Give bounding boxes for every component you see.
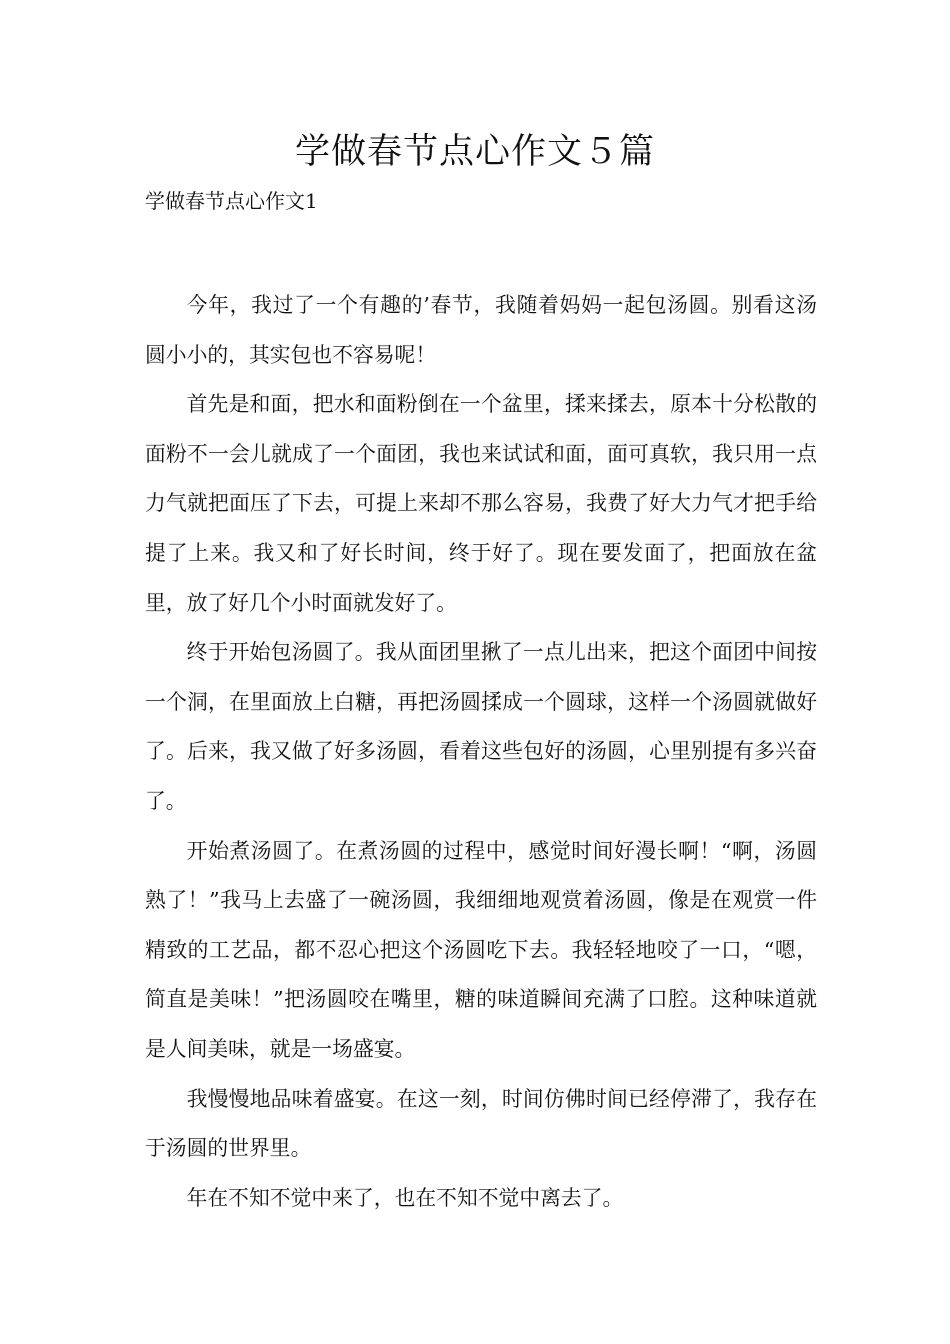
paragraph: 我慢慢地品味着盛宴。在这一刻，时间仿佛时间已经停滞了，我存在于汤圆的世界里。 [145, 1086, 817, 1161]
paragraph: 开始煮汤圆了。在煮汤圆的过程中，感觉时间好漫长啊！“啊，汤圆熟了！”我马上去盛了一碗汤圆，我细细地观赏着汤圆，像是在观赏一件精致的工艺品，都不忍心把这个汤圆吃下去。我轻轻地咬了一口，“嗯，简直是美味！”把汤圆咬在嘴里，糖的味道瞬间充满了口腔。这种味道就是人间美味，就是一场盛宴。 [145, 838, 817, 1061]
paragraph: 今年，我过了一个有趣的’春节，我随着妈妈一起包汤圆。别看这汤圆小小的，其实包也不容易呢！ [145, 293, 817, 367]
paragraph: 终于开始包汤圆了。我从面团里揪了一点儿出来，把这个面团中间按一个洞，在里面放上白糖，再把汤圆揉成一个圆球，这样一个汤圆就做好了。后来，我又做了好多汤圆，看着这些包好的汤圆，心里别提有多兴奋了。 [145, 640, 817, 813]
essay-body [145, 281, 817, 1223]
document-title: 学做春节点心作文５篇 [294, 132, 655, 172]
section-heading: 学做春节点心作文1 [145, 189, 318, 213]
paragraph: 首先是和面，把水和面粉倒在一个盆里，揉来揉去，原本十分松散的面粉不一会儿就成了一个面团，我也来试试和面，面可真软，我只用一点力气就把面压了下去，可提上来却不那么容易，我费了好大力气才把手给提了上来。我又和了好长时间，终于好了。现在要发面了，把面放在盆里，放了好几个小时面就发好了。 [145, 392, 817, 615]
paragraph: 年在不知不觉中来了，也在不知不觉中离去了。 [186, 1185, 624, 1210]
